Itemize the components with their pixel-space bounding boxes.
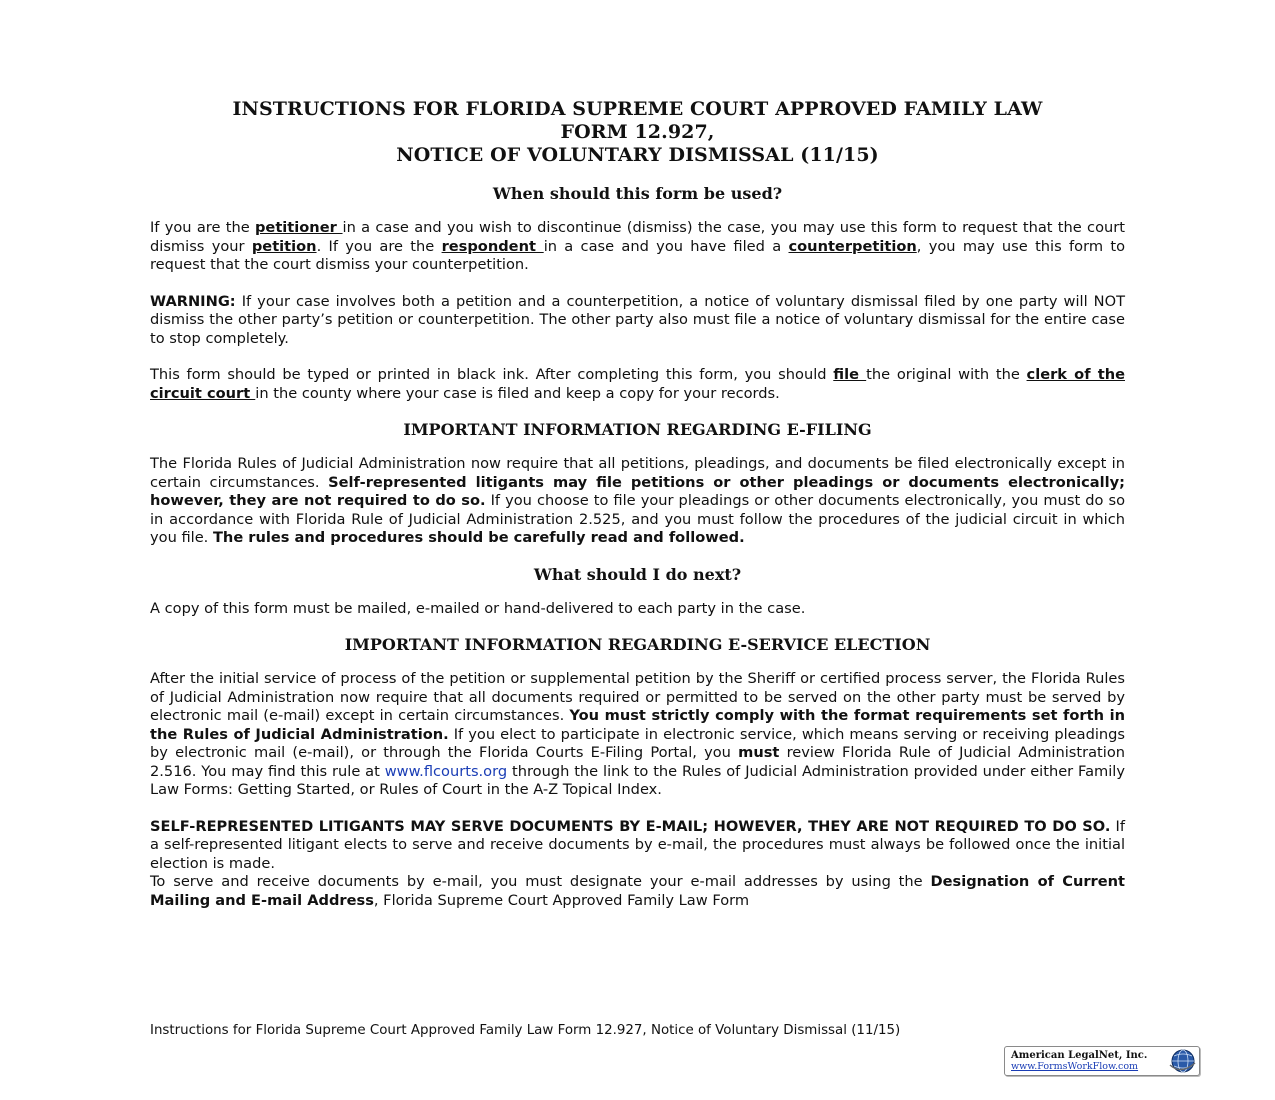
title-line-1: INSTRUCTIONS FOR FLORIDA SUPREME COURT APPROVED FAMILY LAW — [232, 98, 1043, 120]
paragraph-self-represented: SELF-REPRESENTED LITIGANTS MAY SERVE DOCUMENTS BY E-MAIL; HOWEVER, THEY ARE NOT REQUIRED TO DO SO. If a self-represented litigant elects to serve and receive documents by e-mail, the procedures must always be followed once the initial election is made. — [150, 817, 1125, 872]
paragraph-warning: WARNING: If your case involves both a petition and a counterpetition, a notice of voluntary dismissal filed by one party will NOT dismiss the other party’s petition or counterpetition. The other party also must file a notice of voluntary dismissal for the entire case to stop completely. — [150, 292, 1125, 347]
heading-when-used: When should this form be used? — [492, 184, 783, 203]
paragraph-next-steps: A copy of this form must be mailed, e-mailed or hand-delivered to each party in the case. — [150, 599, 806, 617]
paragraph-e-service: After the initial service of process of the petition or supplemental petition by the Sheriff or certified process server, the Florida Rules of Judicial Administration now require that all documents required or permitted to be served on the other party must be served by electronic mail (e-mail) except in certain circumstances. You must strictly comply with the format requirements set forth in the Rules of Judicial Administration. If you elect to participate in electronic service, which means serving or receiving pleadings by electronic mail (e-mail), or through the Florida Courts E-Filing Portal, you must review Florida Rule of Judicial Administration 2.516. You may find this rule at www.flcourts.org through the link to the Rules of Judicial Administration provided under either Family Law Forms: Getting Started, or Rules of Court in the A-Z Topical Index. — [150, 670, 1126, 798]
term-petition: petition — [251, 237, 317, 255]
term-petitioner: petitioner — [254, 219, 343, 236]
title-line-2: FORM 12.927, — [560, 121, 715, 143]
document-title — [150, 98, 1125, 167]
heading-e-service: IMPORTANT INFORMATION REGARDING E-SERVICE ELECTION — [344, 635, 931, 654]
designation-form-name: Designation of Current Mailing and E-mail Address — [150, 873, 1126, 909]
paragraph-filing: This form should be typed or printed in black ink. After completing this form, you should file the original with the clerk of the circuit court in the county where your case is filed and keep a copy for your records. — [150, 366, 1125, 402]
heading-next-steps: What should I do next? — [533, 564, 742, 584]
legalnet-stamp[interactable] — [1004, 1046, 1200, 1076]
term-file: file — [833, 366, 867, 383]
term-respondent: respondent — [441, 237, 544, 255]
term-clerk: clerk of the circuit court — [150, 366, 1125, 402]
stamp-company-name: American LegalNet, Inc. — [1011, 1050, 1148, 1061]
title-line-3: NOTICE OF VOLUNTARY DISMISSAL (11/15) — [396, 144, 879, 166]
flcourts-link[interactable]: www.flcourts.org — [384, 762, 508, 780]
paragraph-when-used: If you are the petitioner in a case and you wish to discontinue (dismiss) the case, you may use this form to request that the court dismiss your petition. If you are the respondent in a case and you have filed a counterpetition, you may use this form to request that the court dismiss your counterpetition. — [150, 219, 1126, 273]
paragraph-designation: To serve and receive documents by e-mail, you must designate your e-mail addresses by using the Designation of Current Mailing and E-mail Address, Florida Supreme Court Approved Family Law Form — [150, 873, 1126, 909]
page-footer: Instructions for Florida Supreme Court Approved Family Law Form 12.927, Notice of Voluntary Dismissal (11/15) — [150, 1023, 901, 1038]
stamp-url-link[interactable]: www.FormsWorkFlow.com — [1011, 1061, 1139, 1072]
paragraph-e-filing: The Florida Rules of Judicial Administration now require that all petitions, pleadings, and documents be filed electronically except in certain circumstances. Self-represented litigants may file petitions or other pleadings or documents electronically; however, they are not required to do so. If you choose to file your pleadings or other documents electronically, you must do so in accordance with Florida Rule of Judicial Administration 2.525, and you must follow the procedures of the judicial circuit in which you file. The rules and procedures should be carefully read and followed. — [150, 455, 1126, 546]
term-counterpetition: counterpetition — [788, 237, 917, 255]
document-page — [150, 98, 1125, 910]
globe-icon — [1167, 1048, 1197, 1074]
warning-label: WARNING: — [150, 292, 236, 310]
heading-e-filing: IMPORTANT INFORMATION REGARDING E-FILING — [403, 420, 872, 439]
